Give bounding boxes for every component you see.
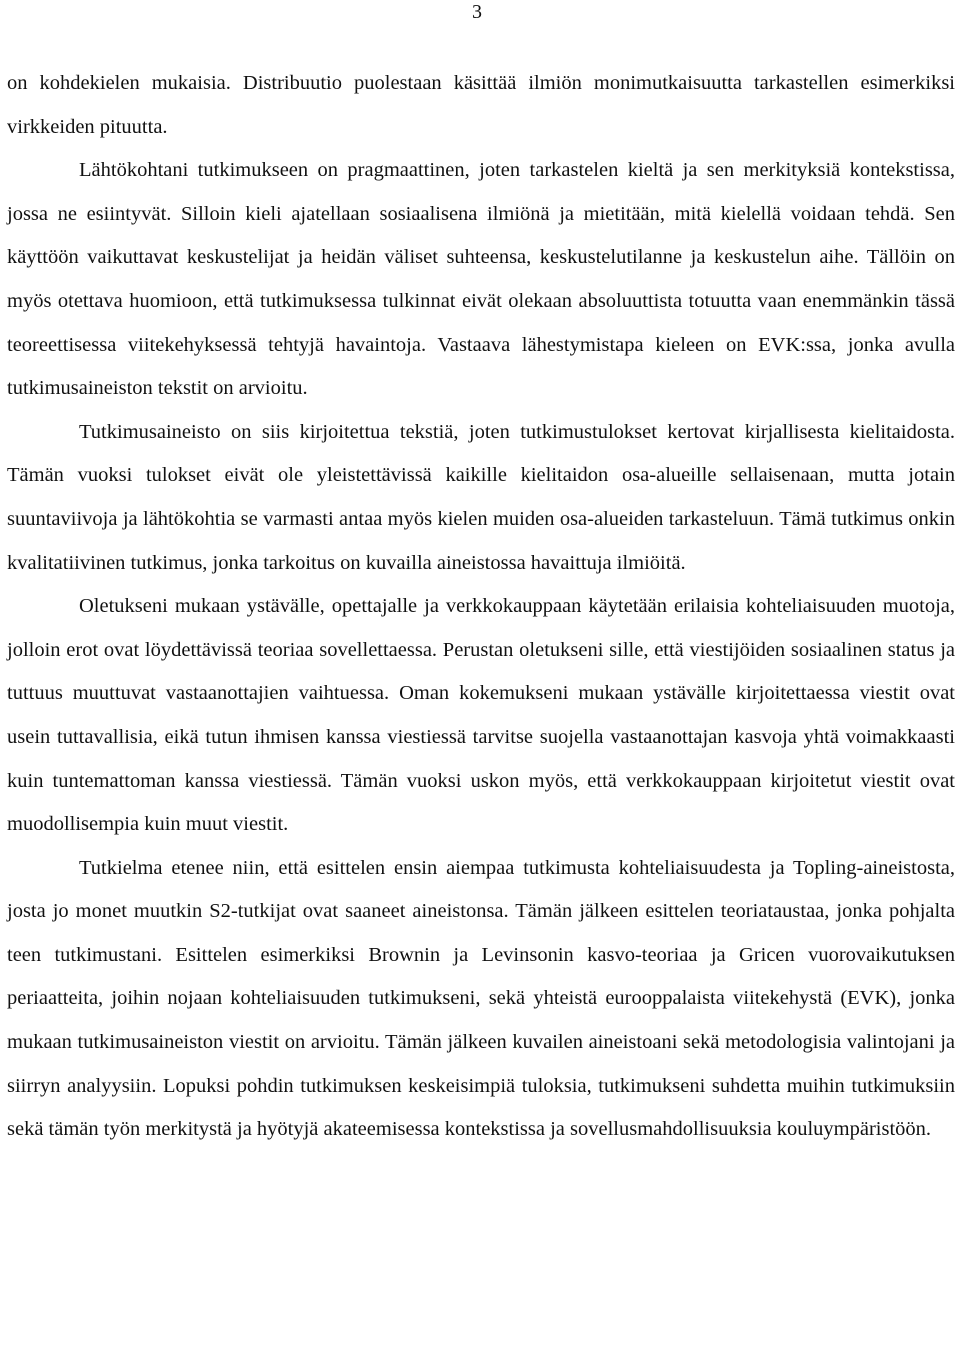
paragraph-hypothesis: Oletukseni mukaan ystävälle, opettajalle ja verkkokauppaan käytetään erilaisia kohteliaisuuden muotoja, jolloin erot ovat löydettävissä teoriaa sovellettaessa. Perustan oletukseni sille, että viestijöiden sosiaalinen status ja tuttuus muuttuvat vastaanottajien vaihtuessa. Oman kokemukseni mukaan ystävälle kirjoitettaessa viestit ovat usein tuttavallisia, eikä tutun ihmisen kanssa viestiessä tarvitse suojella vastaanottajan kasvoja yhtä voimakkaasti kuin tuntemattoman kanssa viestiessä. Tämän vuoksi uskon myös, että verkkokauppaan kirjoitetut viestit ovat muodollisempia kuin muut viestit. bbox=[7, 595, 955, 836]
body-text bbox=[7, 62, 955, 1152]
paragraph-approach: Lähtökohtani tutkimukseen on pragmaattinen, joten tarkastelen kieltä ja sen merkityksiä kontekstissa, jossa ne esiintyvät. Silloin kieli ajatellaan sosiaalisena ilmiönä ja mietitään, mitä kielellä voidaan tehdä. Sen käyttöön vaikuttavat keskustelijat ja heidän väliset suhteensa, keskustelutilanne ja keskustelun aihe. Tällöin on myös otettava huomioon, että tutkimuksessa tulkinnat eivät olekaan absoluuttista totuutta vaan enemmänkin tässä teoreettisessa viitekehyksessä tehtyjä havaintoja. Vastaava lähestymistapa kieleen on EVK:ssa, jonka avulla tutkimusaineiston tekstit on arvioitu. bbox=[7, 159, 955, 400]
paragraph-material: Tutkimusaineisto on siis kirjoitettua tekstiä, joten tutkimustulokset kertovat kirjallisesta kielitaidosta. Tämän vuoksi tulokset eivät ole yleistettävissä kaikille kielitaidon osa-alueille sellaisenaan, mutta jotain suuntaviivoja ja lähtökohtia se varmasti antaa myös kielen muiden osa-alueiden tarkasteluun. Tämä tutkimus onkin kvalitatiivinen tutkimus, jonka tarkoitus on kuvailla aineistossa havaittuja ilmiöitä. bbox=[7, 420, 955, 574]
paragraph-structure: Tutkielma etenee niin, että esittelen ensin aiempaa tutkimusta kohteliaisuudesta ja Topling-aineistosta, josta jo monet muutkin S2-tutkijat ovat saaneet aineistonsa. Tämän jälkeen esittelen teoriataustaa, jonka pohjalta teen tutkimustani. Esittelen esimerkiksi Brownin ja Levinsonin kasvo-teoriaa ja Gricen vuorovaikutuksen periaatteita, joihin nojaan kohteliaisuuden tutkimukseni, sekä yhteistä eurooppalaista viitekehystä (EVK), jonka mukaan tutkimusaineiston viestit on arvioitu. Tämän jälkeen kuvailen aineistoani sekä metodologisia valintojani ja siirryn analyysiin. Lopuksi pohdin tutkimuksen keskeisimpiä tuloksia, tutkimukseni suhdetta muihin tutkimuksiin sekä tämän työn merkitystä ja hyötyjä akateemisessa kontekstissa ja sovellusmahdollisuuksia kouluympäristöön. bbox=[7, 856, 955, 1141]
page-number: 3 bbox=[472, 1, 482, 23]
paragraph-continuation: on kohdekielen mukaisia. Distribuutio puolestaan käsittää ilmiön monimutkaisuutta tarkastellen esimerkiksi virkkeiden pituutta. bbox=[7, 72, 955, 138]
